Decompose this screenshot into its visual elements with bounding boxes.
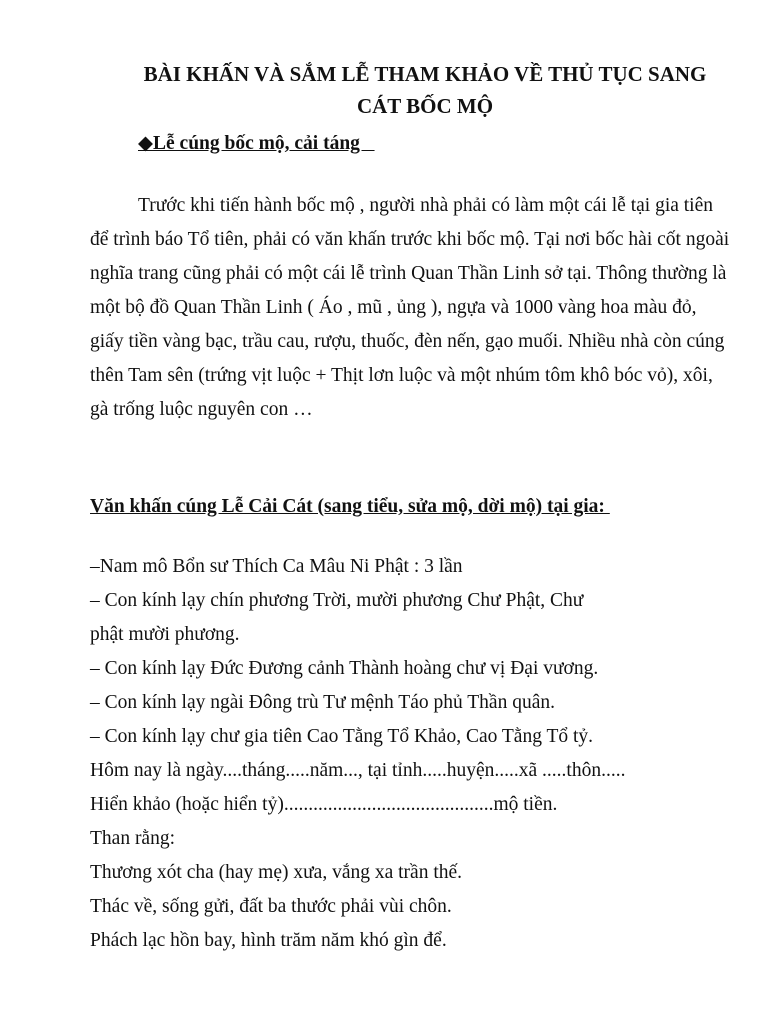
subheading: ◆Lễ cúng bốc mộ, cải táng bbox=[138, 133, 375, 154]
prayer-line: Hiển khảo (hoặc hiển tỷ)...........................................mộ tiền. bbox=[90, 794, 558, 815]
intro-paragraph bbox=[90, 189, 730, 427]
prayer-lines bbox=[90, 550, 760, 958]
title-line-1: BÀI KHẤN VÀ SẮM LỄ THAM KHẢO VỀ THỦ TỤC SANG bbox=[143, 62, 707, 86]
prayer-line: – Con kính lạy ngài Đông trù Tư mệnh Táo phủ Thần quân. bbox=[90, 692, 555, 713]
prayer-line: –Nam mô Bổn sư Thích Ca Mâu Ni Phật : 3 lần bbox=[90, 556, 463, 577]
prayer-line: phật mười phương. bbox=[90, 624, 240, 645]
prayer-line: – Con kính lạy chư gia tiên Cao Tằng Tổ Khảo, Cao Tằng Tổ tỷ. bbox=[90, 726, 594, 747]
prayer-line: Thương xót cha (hay mẹ) xưa, vắng xa trần thế. bbox=[90, 862, 463, 883]
title-line-2: CÁT BỐC MỘ bbox=[356, 94, 494, 118]
prayer-line: Hôm nay là ngày....tháng.....năm..., tại tỉnh.....huyện.....xã .....thôn..... bbox=[90, 760, 626, 781]
paragraph-text: Trước khi tiến hành bốc mộ , người nhà phải có làm một cái lễ tại gia tiên để trình báo Tổ tiên, phải có văn khấn trước khi bốc mộ. Tại nơi bốc hài cốt ngoài nghĩa trang cũng phải có một cái lễ trình Quan Thần Linh sở tại. Thông thường là một bộ đồ Quan Thần Linh ( Áo , mũ , ủng ), ngựa và 1000 vàng hoa màu đỏ, giấy tiền vàng bạc, trầu cau, rượu, thuốc, đèn nến, gạo muối. Nhiều nhà còn cúng thên Tam sên (trứng vịt luộc + Thịt lơn luộc và một nhúm tôm khô bóc vỏ), xôi, gà trống luộc nguyên con … bbox=[90, 195, 730, 420]
section-heading: Văn khấn cúng Lễ Cải Cát (sang tiểu, sửa mộ, dời mộ) tại gia: bbox=[90, 496, 610, 517]
prayer-line: Than rằng: bbox=[90, 828, 176, 849]
prayer-line: – Con kính lạy Đức Đương cảnh Thành hoàng chư vị Đại vương. bbox=[90, 658, 599, 679]
prayer-line: Thác về, sống gửi, đất ba thước phải vùi chôn. bbox=[90, 896, 452, 917]
document-title bbox=[80, 58, 768, 122]
prayer-line: – Con kính lạy chín phương Trời, mười phương Chư Phật, Chư bbox=[90, 590, 584, 611]
prayer-line: Phách lạc hồn bay, hình trăm năm khó gìn để. bbox=[90, 930, 447, 951]
